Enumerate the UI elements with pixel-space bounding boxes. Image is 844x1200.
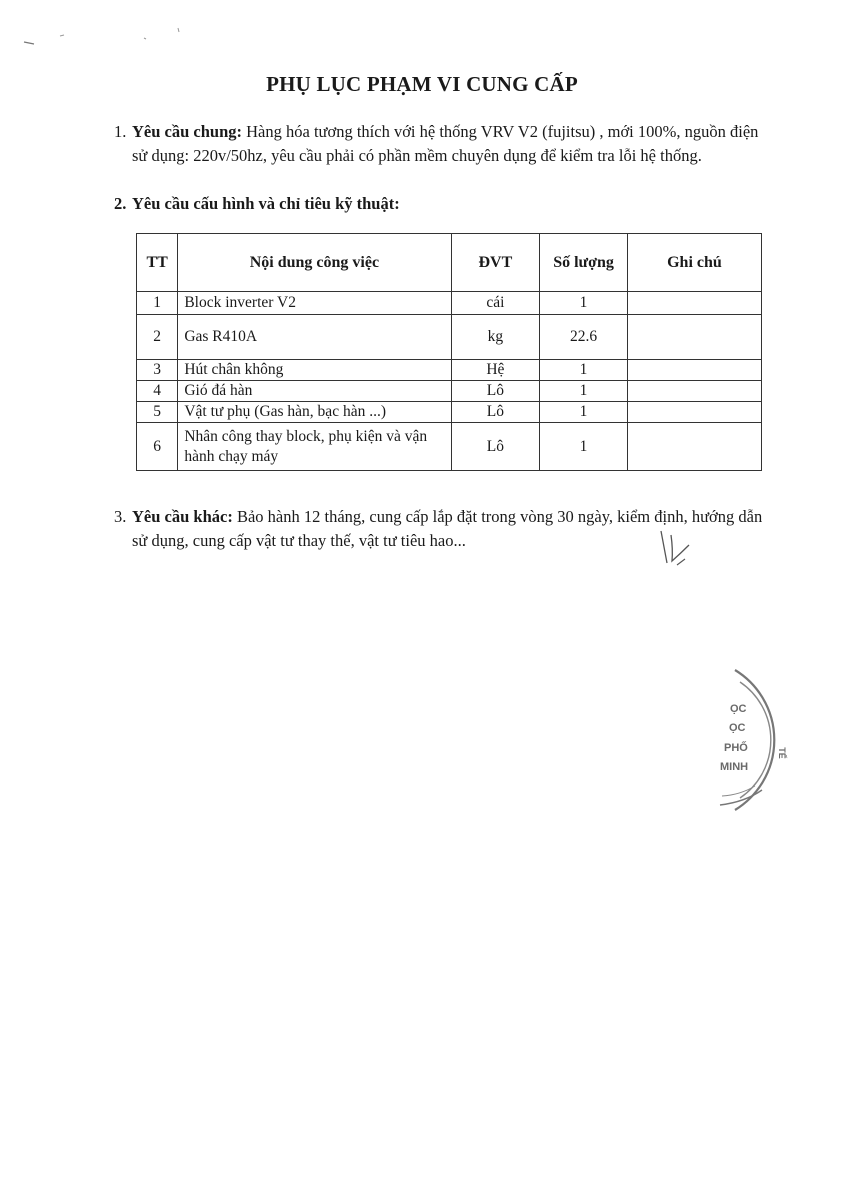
section-heading: Yêu cầu chung: [132,122,243,141]
cell-tt: 4 [137,381,178,402]
section-heading: Yêu cầu khác: [132,507,233,526]
cell-content: Vật tư phụ (Gas hàn, bạc hàn ...) [178,402,451,423]
header-tt: TT [137,234,178,292]
cell-note [627,315,761,360]
cell-qty: 1 [540,292,628,315]
cell-note [627,360,761,381]
header-content: Nội dung công việc [178,234,451,292]
cell-note [627,423,761,471]
section-text: Hàng hóa tương thích với hệ thống VRV V2 (fujitsu) , mới 100%, nguồn điện sử dụng: 220v/50hz, yêu cầu phải có phần mềm chuyên dụng để kiểm tra lỗi hệ thống. [132,122,759,165]
section-heading: Yêu cầu cấu hình và chỉ tiêu kỹ thuật: [132,194,400,213]
cell-unit: Lô [451,381,540,402]
cell-qty: 1 [540,423,628,471]
header-unit: ĐVT [451,234,540,292]
table-row [137,402,762,423]
cell-note [627,402,761,423]
stamp-side-text: TẾ [776,747,787,759]
initial-signature-mark [655,525,695,570]
table-row [137,360,762,381]
table-row [137,315,762,360]
section-text: Bảo hành 12 tháng, cung cấp lắp đặt trong vòng 30 ngày, kiểm định, hướng dẫn sử dụng, cung cấp vật tư thay thế, vật tư tiêu hao... [132,507,763,550]
table-row [137,423,762,471]
cell-qty: 1 [540,381,628,402]
table-header-row [137,234,762,292]
table-row [137,381,762,402]
cell-unit: Hệ [451,360,540,381]
page-title: PHỤ LỤC PHẠM VI CUNG CẤP [266,72,578,96]
stamp-text: PHỐ [724,742,748,754]
section-general-requirements [114,120,772,168]
section-technical-spec [114,192,772,216]
stamp-circle-arcs [700,650,810,820]
cell-content: Nhân công thay block, phụ kiện và vận hành chạy máy [178,423,451,471]
section-number: 3. [114,507,127,526]
cell-content: Block inverter V2 [178,292,451,315]
partial-official-stamp [700,650,810,825]
scan-speck-marks [22,22,192,52]
spec-table [136,233,762,471]
cell-tt: 3 [137,360,178,381]
cell-content: Gió đá hàn [178,381,451,402]
cell-qty: 1 [540,402,628,423]
section-number: 1. [114,122,127,141]
cell-unit: kg [451,315,540,360]
cell-unit: Lô [451,402,540,423]
cell-tt: 5 [137,402,178,423]
cell-note [627,292,761,315]
table-row [137,292,762,315]
cell-qty: 22.6 [540,315,628,360]
stamp-text: ỌC [729,722,746,734]
cell-unit: Lô [451,423,540,471]
cell-tt: 1 [137,292,178,315]
header-qty: Số lượng [540,234,628,292]
header-note: Ghi chú [627,234,761,292]
cell-unit: cái [451,292,540,315]
cell-note [627,381,761,402]
section-number: 2. [114,194,127,213]
cell-tt: 2 [137,315,178,360]
cell-content: Gas R410A [178,315,451,360]
cell-content: Hút chân không [178,360,451,381]
stamp-text: ỌC [730,703,747,715]
cell-qty: 1 [540,360,628,381]
cell-tt: 6 [137,423,178,471]
scan-marks [22,22,192,55]
stamp-text: MINH [720,761,749,773]
